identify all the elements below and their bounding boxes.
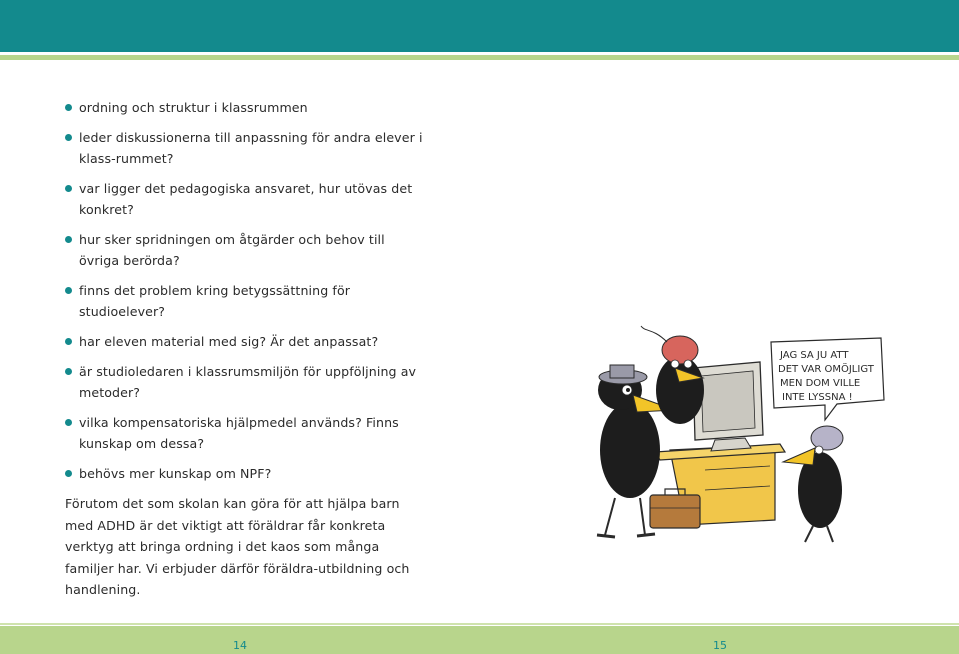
- bullet-item: leder diskussionerna till anpassning för andra elever i klass-rummet?: [65, 127, 425, 169]
- speech-line-3: MEN DOM VILLE: [780, 378, 861, 389]
- footer-line: [0, 623, 959, 625]
- bullet-item: behövs mer kunskap om NPF?: [65, 463, 425, 484]
- bullet-item: var ligger det pedagogiska ansvaret, hur utövas det konkret?: [65, 178, 425, 220]
- crows-computer-illustration: [575, 320, 890, 560]
- page-number-right: 15: [713, 639, 727, 652]
- footer-band: [0, 626, 959, 654]
- bullet-item: finns det problem kring betygssättning för studioelever?: [65, 280, 425, 322]
- header-green-stripe: [0, 55, 959, 60]
- bullet-item: har eleven material med sig? Är det anpassat?: [65, 331, 425, 352]
- bullet-item: är studioledaren i klassrumsmiljön för uppföljning av metoder?: [65, 361, 425, 403]
- bullet-item: ordning och struktur i klassrummen: [65, 97, 425, 118]
- speech-line-4: INTE LYSSNA !: [782, 392, 853, 403]
- bullet-item: vilka kompensatoriska hjälpmedel används? Finns kunskap om dessa?: [65, 412, 425, 454]
- bullet-list: [65, 97, 425, 484]
- text-column: [65, 97, 425, 601]
- bullet-item: hur sker spridningen om åtgärder och behov till övriga berörda?: [65, 229, 425, 271]
- speech-line-2: DET VAR OMÖJLIGT: [778, 364, 874, 375]
- header-band: [0, 0, 959, 52]
- page-number-left: 14: [233, 639, 247, 652]
- speech-line-1: JAG SA JU ATT: [780, 350, 849, 361]
- body-paragraph: Förutom det som skolan kan göra för att hjälpa barn med ADHD är det viktigt att föräldrar får konkreta verktyg att bringa ordning i det kaos som många familjer har. Vi erbjuder därför föräldra-utbildning och handlening.: [65, 496, 410, 597]
